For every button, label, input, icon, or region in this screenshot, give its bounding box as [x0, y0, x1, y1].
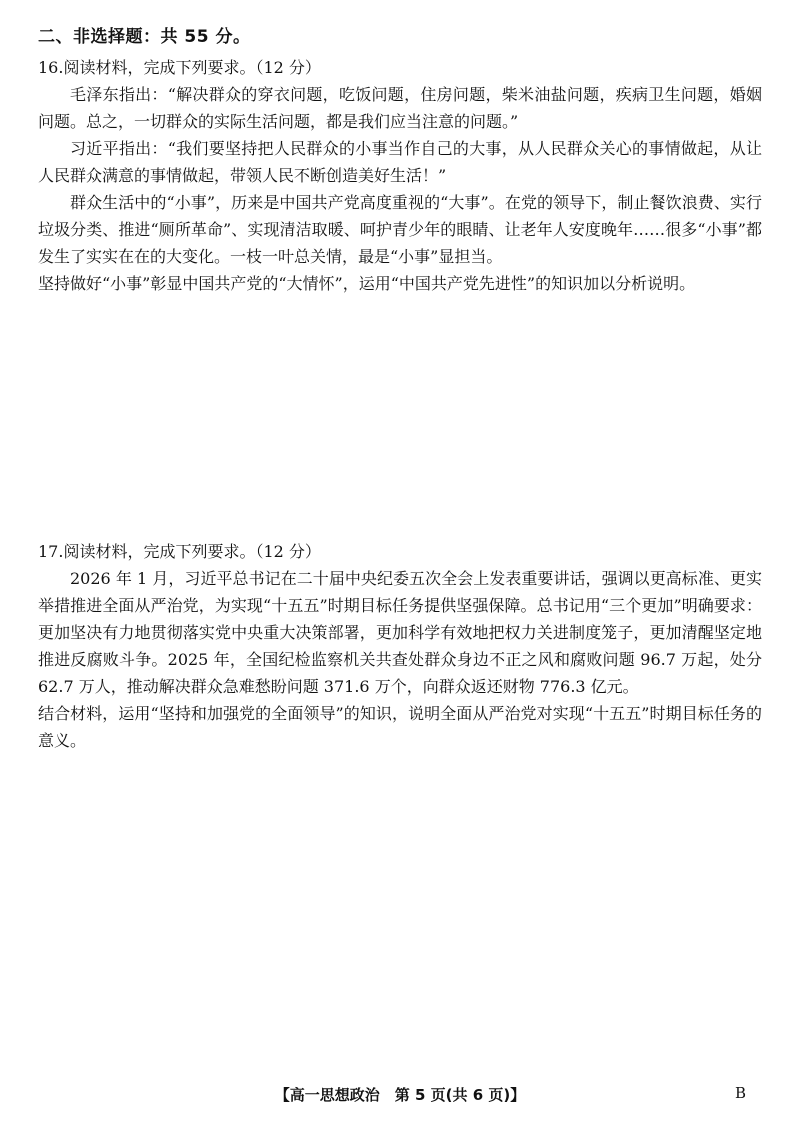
question-16-heading: 16.阅读材料，完成下列要求。（12 分） — [38, 58, 321, 77]
question-17-heading: 17.阅读材料，完成下列要求。（12 分） — [38, 542, 321, 561]
question-16-requirement: 坚持做好“小事”彰显中国共产党的“大情怀”，运用“中国共产党先进性”的知识加以分析说明。 — [38, 274, 696, 293]
question-17 — [38, 538, 762, 754]
section-title: 二、非选择题：共 55 分。 — [38, 27, 251, 47]
question-16-material-paragraph: 习近平指出：“我们要坚持把人民群众的小事当作自己的大事，从人民群众关心的事情做起，从让人民群众满意的事情做起，带领人民不断创造美好生活！” — [38, 139, 762, 185]
question-17-requirement: 结合材料，运用“坚持和加强党的全面领导”的知识，说明全面从严治党对实现“十五五”时期目标任务的意义。 — [38, 704, 762, 750]
question-16 — [38, 54, 762, 297]
question-17-material-paragraph: 2026 年 1 月，习近平总书记在二十届中央纪委五次全会上发表重要讲话，强调以更高标准、更实举措推进全面从严治党，为实现“十五五”时期目标任务提供坚强保障。总书记用“三个更加”明确要求：更加坚决有力地贯彻落实党中央重大决策部署，更加科学有效地把权力关进制度笼子，更加清醒坚定地推进反腐败斗争。2025 年，全国纪检监察机关共查处群众身边不正之风和腐败问题 96.7 万起，处分 62.7 万人，推动解决群众急难愁盼问题 371.6 万个，向群众返还财物 776.3 亿元。 — [38, 569, 762, 696]
paper-version-mark: B — [735, 1084, 747, 1102]
question-16-material-paragraph: 毛泽东指出：“解决群众的穿衣问题，吃饭问题，住房问题，柴米油盐问题，疾病卫生问题，婚姻问题。总之，一切群众的实际生活问题，都是我们应当注意的问题。” — [38, 85, 762, 131]
page-footer: 【高一思想政治 第 5 页(共 6 页)】 — [274, 1086, 526, 1104]
question-16-material-paragraph: 群众生活中的“小事”，历来是中国共产党高度重视的“大事”。在党的领导下，制止餐饮浪费、实行垃圾分类、推进“厕所革命”、实现清洁取暖、呵护青少年的眼睛、让老年人安度晚年……很多“小事”都发生了实实在在的大变化。一枝一叶总关情，最是“小事”显担当。 — [38, 193, 762, 266]
